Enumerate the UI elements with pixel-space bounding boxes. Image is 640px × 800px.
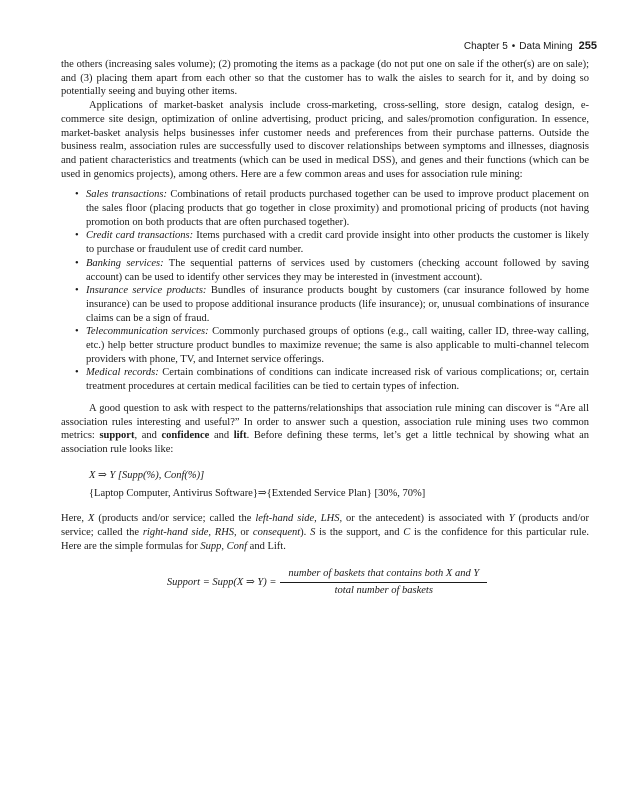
chapter-label: Chapter 5 [463,41,508,52]
text-run: A good question to ask with respect to the patterns/relationships that association rule mining can discover is “Are all association rules interesting and useful?” In order to answer such a question, association rule mining uses two common metrics: [61,402,589,442]
term-lhs: left-hand side, LHS, [255,513,343,525]
text-run: Y [508,513,515,525]
list-item-text: Certain combinations of conditions can indicate increased risk of various complications; or, certain treatment procedures at certain medical facilities can be tied to certain types of infection. [86,367,589,393]
text-run: , and [134,430,162,442]
text-run: . Before defining these terms, let’s get a little technical by showing what an association rule looks like: [61,430,589,455]
text-run: (products and/or service; called the [94,513,256,525]
list-item-text: The sequential patterns of services used by customers (checking account followed by saving account) can be used to identify other services they may be interested in (investment account). [86,257,589,283]
bullet-marker: • [75,257,79,269]
text-run: (products and/or service; called the [61,513,590,538]
list-item-term: Credit card transactions: [86,230,194,242]
list-item [75,229,589,256]
list-item-text: Combinations of retail products purchased together can be used to improve product placement on the sales floor (placing products that go together in close proximity) and promotional pricing of products (not having promotion on both products that are often purchased together). [86,189,589,228]
text-run: X [88,513,95,525]
rule-example-formula [89,487,589,501]
rule-general-formula: X ⇒ Y [Supp(%), Conf(%)] [89,469,205,481]
list-item-term: Medical records: [86,367,159,379]
term-consequent: consequent [252,526,301,538]
list-item [75,366,589,393]
implies-arrow: ⇒ [257,488,267,500]
list-item-term: Banking services: [86,257,164,269]
header-separator: • [511,41,516,52]
rule-example-rhs: {Extended Service Plan} [266,488,372,500]
paragraph-2: Applications of market-basket analysis include cross-marketing, cross-selling, store design, catalog design, e-commerce site design, optimization of online advertising, product pricing, and sales/promotion configuration. In essence, market-basket analysis helps businesses infer customer needs and preferences from their purchase patterns. Outside the business realm, association rules are successfully used to discover relationships between symptoms and illnesses, diagnosis and patient characteristics and treatments (which can be used in medical DSS), and genes and their functions (which can be used in genomics projects), among others. Here are a few common areas and uses for association rule mining: [61,100,589,180]
support-equation [61,567,589,597]
term-confidence: confidence [161,430,210,442]
list-item [75,325,589,366]
rule-example-values: [30%, 70%] [371,488,426,500]
text-run: or [236,526,253,538]
list-item-text: Items purchased with a credit card provide insight into other products the customer is likely to purchase or fraudulent use of credit card number. [86,230,589,256]
section-label: Data Mining [519,41,573,52]
text-run: or the antecedent) is associated with [342,513,509,525]
bullet-marker: • [75,367,79,379]
bullet-marker: • [75,230,79,242]
support-fraction [284,567,483,597]
text-run: Supp, Conf [200,540,248,552]
list-item [75,188,589,229]
bullet-marker: • [75,326,79,338]
page-body [61,58,589,598]
bullet-marker: • [75,285,79,297]
rule-example-lhs: {Laptop Computer, Antivirus Software} [89,488,258,500]
list-item-text: Bundles of insurance products bought by customers (car insurance followed by home insurance) can be used to propose additional insurance products (life insurance); or, unusual combinations of insurance claims can be a sign of fraud. [86,285,590,324]
support-numerator: number of baskets that contains both X and Y [288,568,480,580]
text-run: and Lift. [247,540,286,552]
running-header [464,40,597,52]
text-run: ). [300,526,311,538]
paragraph-3 [61,402,589,457]
term-support: support [99,430,135,442]
text-run: and [209,430,234,442]
support-denominator: total number of baskets [280,582,487,598]
list-item-text: Commonly purchased groups of options (e.g., call waiting, caller ID, three-way calling, etc.) help better structure product bundles to maximize revenue; the same is also applicable to multi-channel telecom providers with phone, TV, and Internet service offerings. [86,326,589,365]
list-item [75,284,589,325]
list-item-term: Sales transactions: [86,189,167,201]
paragraph-4 [61,512,589,553]
term-lift: lift [233,430,247,442]
text-run: C [403,526,411,538]
text-run: is the confidence for this particular rule. Here are the simple formulas for [61,526,590,552]
text-run: is the support, and [315,526,404,538]
paragraph-1: the others (increasing sales volume); (2) promoting the items as a package (do not put one on sale if the other(s) are on sale); and (3) placing them apart from each other so that the customer has to walk the aisles to search for it, and by doing so potentially seeing and buying other items. [61,59,589,98]
term-rhs: right-hand side, RHS, [142,526,237,538]
application-list [61,188,589,394]
bullet-marker: • [75,189,79,201]
text-run: S [310,526,316,538]
list-item-term: Telecommunication services: [86,326,209,338]
page-number: 255 [578,40,597,52]
list-item-term: Insurance service products: [86,285,207,297]
support-equation-lhs: Support = Supp(X ⇒ Y) = [166,576,277,588]
text-run: Here, [61,513,89,525]
list-item [75,257,589,284]
